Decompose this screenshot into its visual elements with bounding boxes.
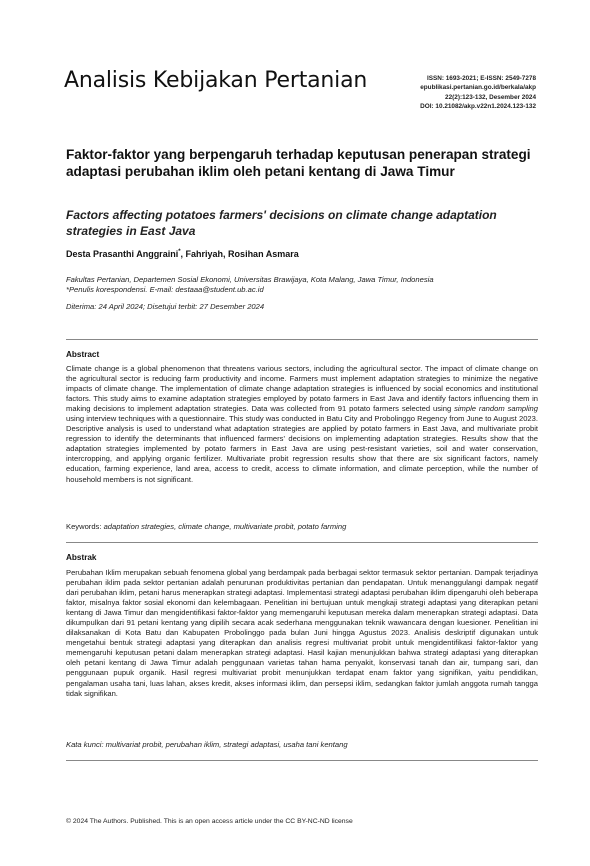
issn-line: ISSN: 1693-2021; E-ISSN: 2549-7278 [426,75,536,82]
keywords-id: Kata kunci: multivariat probit, perubahan iklim, strategi adaptasi, usaha tani kentang [66,740,348,749]
journal-url[interactable]: epublikasi.pertanian.go.id/berkala/akp [420,84,536,92]
divider-bottom [66,760,538,761]
abstract-text-italic: simple random sampling [454,404,538,414]
doi-line[interactable]: DOI: 10.21082/akp.v22n1.2024.123-132 [420,103,536,111]
author-others: , Fahriyah, Rosihan Asmara [180,249,299,259]
divider-middle [66,542,538,543]
journal-metadata [420,74,536,112]
corresponding-mark: * [178,249,181,255]
received-accepted-dates: Diterima: 24 April 2024; Disetujui terbit: 27 Desember 2024 [66,302,265,311]
article-title: Faktor-faktor yang berpengaruh terhadap keputusan penerapan strategi adaptasi perubahan iklim oleh petani kentang di Jawa Timur [66,147,531,179]
author-list [66,249,299,259]
abstract-text-part2: using interview techniques with a questionnaire. This study was conducted in Batu City and Probolinggo Regency from June to August 2023. Descriptive analysis is used to understand what adaptation strategies are applied by potato farmers in East Java, and multivariate probit regression to identify the determinants that influenced farmers' decisions on implementing adaptation strategies. Results show that the adaptation strategies implemented by potato farmers in East Java are using pest-resistant varieties, soil and water conservation, intercropping, and applying organic fertilizer. Multivariate probit regression results show that there are six significant factors, namely education, farming experience, land area, access to credit, access to climate information, and climate perception, while the number of household members is not significant. [66,414,538,484]
divider-top [66,339,538,340]
keywords-values: adaptation strategies, climate change, multivariate probit, potato farming [103,522,347,531]
keywords-en [66,522,538,531]
abstract-text-part1: Climate change is a global phenomenon that threatens various sectors, including the agricultural sector. The impact of climate change on the agricultural sector is reducing farm productivity and income. Farmers must implement adaptation strategies to minimize the negative impacts of climate change. The implementation of climate change adaptation strategies is influenced by social economics and institutional factors. This study aims to examine adaptation strategies employed by potato farmers in East Java and identify factors influencing them in making decisions to implement adaptation strategies. Data was collected from 91 potato farmers selected using [66,364,538,414]
affiliation: Fakultas Pertanian, Departemen Sosial Ekonomi, Universitas Brawijaya, Kota Malang, Jawa Timur, Indonesia [66,275,434,284]
correspondence: *Penulis korespondensi. E-mail: destaaa@student.ub.ac.id [66,285,264,294]
license-footer: © 2024 The Authors. Published. This is an open access article under the CC BY-NC-ND license [66,818,353,825]
issue-line: 22(2):123-132, Desember 2024 [445,93,536,101]
keywords-label: Keywords: [66,522,102,531]
abstrak-heading: Abstrak [66,553,97,562]
abstract-text [66,364,538,485]
abstrak-text: Perubahan Iklim merupakan sebuah fenomena global yang berdampak pada berbagai sektor termasuk sektor pertanian. Dampak terjadinya perubahan iklim pada sektor pertanian adalah penurunan produktivitas pertanian dan pendapatan. Untuk menanggulangi dampak negatif dari perubahan iklim, petani harus menerapkan strategi adaptasi. Implementasi strategi adaptasi perubahan iklim dipengaruhi oleh beberapa faktor, misalnya faktor sosial ekonomi dan kelembagaan. Penelitian ini bertujuan untuk mengkaji strategi adaptasi yang diterapkan petani kentang di Jawa Timur dan mengidentifikasi faktor-faktor yang memengaruhi keputusan mereka dalam menerapkan strategi adaptasi. Data dikumpulkan dari 91 petani kentang yang dipilih secara acak sederhana menggunakan teknik wawancara dengan kuesioner. Penelitian ini dilaksanakan di Kota Batu dan Kabupaten Probolinggo pada bulan Juni hingga Agustus 2023. Analisis deskriptif digunakan untuk mengetahui bentuk strategi adaptasi yang diterapkan dan analisis regresi multivariat probit untuk mengidentifikasi faktor-faktor yang memengaruhi keputusan petani dalam menerapkan strategi adaptasi. Hasil kajian menunjukkan bahwa strategi adaptasi yang diterapkan oleh petani kentang di Jawa Timur adalah penggunaan varietas tahan hama penyakit, konservasi tanah dan air, tumpang sari, dan penggunaan pupuk organik. Hasil regresi multivariat probit menunjukkan terdapat enam faktor yang signifikan, yaitu pendidikan, pengalaman usaha tani, luas lahan, akses kredit, akses informasi iklim, dan persepsi iklim, sedangkan faktor jumlah anggota rumah tangga tidak signifikan. [66,568,538,698]
article-subtitle: Factors affecting potatoes farmers' decisions on climate change adaptation strategies in East Java [66,208,497,238]
abstract-heading: Abstract [66,350,100,359]
journal-name: Analisis Kebijakan Pertanian [64,68,368,93]
affiliation-block [66,275,536,295]
author-corresponding: Desta Prasanthi Anggraini [66,249,179,259]
